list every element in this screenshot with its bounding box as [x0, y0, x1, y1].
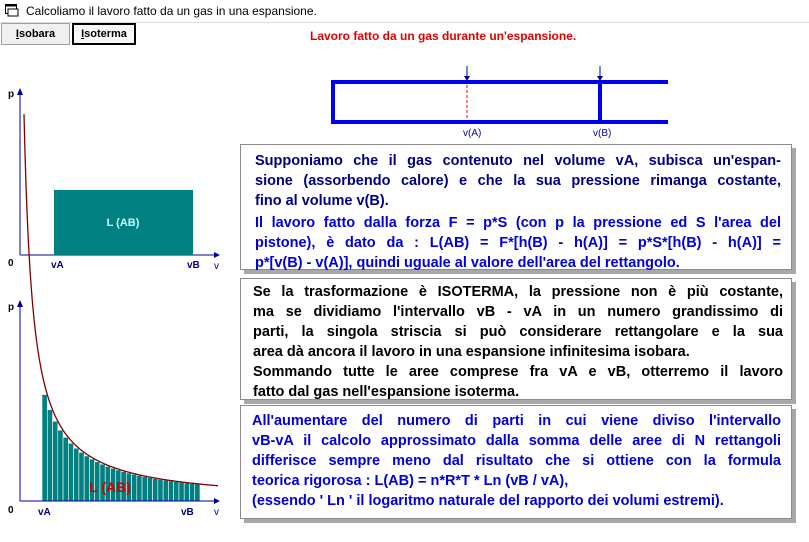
box1-line-1: Supponiamo che il gas contenuto nel volume vA, subisca un'espan-: [255, 153, 781, 169]
label-p-2: p: [8, 302, 15, 313]
box3-line-3: differisce sempre meno dal risultato che si ottiene con la formula: [252, 453, 781, 469]
isoterma-strip: [79, 452, 84, 501]
isoterma-hotkey-letter: I: [81, 28, 85, 40]
box1-line-6: p*[v(B) - v(A)], quindi uguale al valore dell'area del rettangolo.: [255, 255, 680, 271]
box2-line-4: area dà ancora il lavoro in una espansione infinitesima isobara.: [253, 344, 690, 360]
label-vb-cylinder: v(B): [593, 128, 612, 139]
label-vb-2: vB: [181, 507, 194, 518]
box1-line-3: fino al volume v(B).: [255, 193, 389, 209]
axis-p-arrow-icon-2: [17, 300, 23, 307]
isobara-hotkey-letter: I: [15, 28, 19, 40]
isoterma-strip: [163, 480, 168, 501]
box1-line-2: sione (assorbendo calore) e che la sua pressione rimanga costante,: [255, 173, 781, 189]
label-va-1: vA: [51, 260, 64, 271]
label-p-1: p: [8, 89, 15, 100]
box2-line-5: Sommando tutte le aree comprese fra vA e vB, otterremo il lavoro: [253, 364, 783, 380]
page-heading: Lavoro fatto da un gas durante un'espansione.: [310, 29, 577, 43]
isoterma-strip: [74, 448, 79, 501]
isoterma-strip: [174, 482, 179, 501]
explanation-isobara-box: [240, 144, 792, 270]
isoterma-strip: [179, 482, 184, 501]
box3-line-1: All'aumentare del numero di parti in cui viene diviso l'intervallo: [252, 413, 781, 429]
label-va-2: vA: [38, 507, 51, 518]
box3-line-4: teorica rigorosa : L(AB) = n*R*T * Ln (vB / vA),: [252, 473, 569, 489]
box2-line-6: fatto dal gas nell'espansione isoterma.: [253, 384, 520, 400]
isoterma-strip: [158, 479, 163, 501]
label-work-2: L (AB): [89, 479, 131, 495]
isoterma-strip: [47, 410, 52, 501]
box2-line-1: Se la trasformazione è ISOTERMA, la pressione non è più costante,: [253, 284, 783, 300]
graph-isoterma: [8, 114, 220, 518]
label-work-1: L (AB): [106, 217, 140, 229]
box3-line-2: vB-vA il calcolo approssimato dalla somma delle aree di N rettangoli: [252, 433, 781, 449]
isoterma-strip: [184, 483, 189, 501]
box1-line-4: Il lavoro fatto dalla forza F = p*S (con p la pressione ed S l'area del: [255, 215, 781, 231]
isoterma-strip: [63, 437, 68, 501]
window-title: Calcoliamo il lavoro fatto da un gas in una espansione.: [26, 4, 317, 18]
box3-line-5: (essendo ' Ln ' il logaritmo naturale del rapporto dei volumi estremi).: [252, 493, 724, 509]
isoterma-strip: [142, 477, 147, 501]
graph-isobara: [8, 88, 220, 272]
label-zero-2: 0: [8, 505, 14, 516]
isoterma-strip: [195, 484, 200, 501]
label-va-cylinder: v(A): [463, 128, 482, 139]
isoterma-strip: [42, 395, 47, 501]
box2-line-2: ma se dividiamo l'intervallo vB - vA in un numero grandissimo di: [253, 304, 783, 320]
box2-line-3: parti, la singola striscia si può considerare rettangolare e la sua: [253, 324, 783, 340]
cylinder-diagram: [333, 66, 668, 139]
label-v-2: v: [214, 507, 219, 518]
axis-v-arrow-icon-1: [214, 252, 220, 258]
axis-p-arrow-icon-1: [17, 88, 23, 95]
label-v-1: v: [214, 261, 219, 272]
axis-v-arrow-icon-2: [214, 498, 220, 504]
isoterma-strip: [147, 478, 152, 501]
isoterma-strip: [137, 475, 142, 501]
isoterma-strip: [68, 443, 73, 501]
isoterma-strip: [153, 479, 158, 502]
isoterma-strip: [53, 421, 58, 501]
explanation-limit-box: [240, 405, 792, 519]
isoterma-strip: [58, 430, 63, 501]
explanation-isoterma-box: [240, 278, 792, 400]
isoterma-strip: [132, 474, 137, 501]
box1-line-5: pistone), è dato da : L(AB) = F*[h(B) - h(A)] = p*S*[h(B) - h(A)] =: [255, 235, 781, 251]
label-zero-1: 0: [8, 258, 14, 269]
isoterma-strip: [189, 484, 194, 501]
isoterma-label: soterma: [84, 28, 127, 40]
isoterma-strip: [168, 481, 173, 501]
label-vb-1: vB: [187, 260, 200, 271]
isobara-label: sobara: [18, 28, 56, 40]
